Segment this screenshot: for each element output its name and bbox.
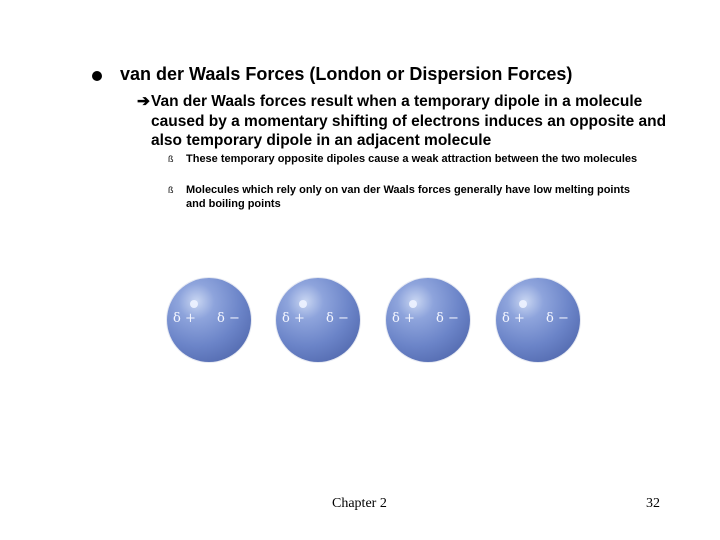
bullet-level3-item-1 [168, 153, 648, 167]
molecule-sphere-1 [167, 278, 251, 362]
delta-minus-label: δ − [436, 311, 459, 326]
highlight [409, 300, 417, 308]
footer-chapter: Chapter 2 [332, 496, 387, 511]
delta-plus-label: δ + [173, 311, 196, 326]
delta-plus-label: δ + [282, 311, 305, 326]
molecule-sphere-4 [496, 278, 580, 362]
highlight [190, 300, 198, 308]
bullet-level3-text: Molecules which rely only on van der Waals forces generally have low melting points and boiling points [186, 184, 630, 210]
bullet-level1-text: van der Waals Forces (London or Dispersion Forces) [120, 64, 573, 84]
bullet-level3-text: These temporary opposite dipoles cause a weak attraction between the two molecules [186, 153, 638, 165]
delta-minus-label: δ − [546, 311, 569, 326]
arrow-right-icon: ➔ [137, 93, 150, 110]
bullet-level3-item-2 [168, 184, 648, 211]
delta-plus-label: δ + [502, 311, 525, 326]
highlight [519, 300, 527, 308]
footer-page-number: 32 [646, 496, 660, 511]
molecule-sphere-3 [386, 278, 470, 362]
highlight [299, 300, 307, 308]
delta-plus-label: δ + [392, 311, 415, 326]
bullet-level2-text: Van der Waals forces result when a temporary dipole in a molecule caused by a momentary shifting of electrons induces an opposite and also temporary dipole in an adjacent molecule [151, 93, 667, 149]
bullet-level2 [137, 92, 677, 151]
molecule-sphere-2 [276, 278, 360, 362]
bullet-marker-icon: ß [168, 154, 174, 164]
bullet-dot-icon [92, 71, 102, 81]
bullet-marker-icon: ß [168, 185, 174, 195]
delta-minus-label: δ − [326, 311, 349, 326]
delta-minus-label: δ − [217, 311, 240, 326]
